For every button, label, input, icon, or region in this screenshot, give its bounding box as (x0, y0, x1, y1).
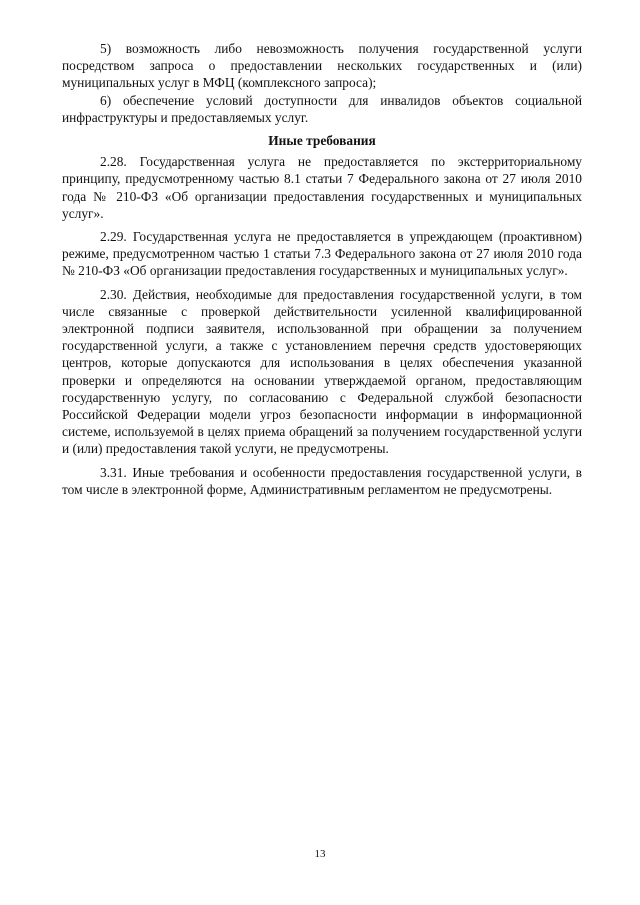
paragraph-item-6: 6) обеспечение условий доступности для инвалидов объектов социальной инфраструктуры и предоставляемых услуг. (62, 92, 582, 125)
paragraph-2-28: 2.28. Государственная услуга не предоставляется по экстерриториальному принципу, предусмотренному частью 8.1 статьи 7 Федерального закона от 27 июля 2010 года № 210-ФЗ «Об организации предоставления государственных и муниципальных услуг». (62, 154, 582, 221)
paragraph-2-29: 2.29. Государственная услуга не предоставляется в упреждающем (проактивном) режиме, предусмотренном частью 1 статьи 7.3 Федерального закона от 27 июля 2010 года № 210-ФЗ «Об организации предоставления государственных и муниципальных услуг». (62, 229, 582, 279)
paragraph-3-31: 3.31. Иные требования и особенности предоставления государственной услуги, в том числе в электронной форме, Административным регламентом не предусмотрены. (62, 464, 582, 497)
paragraph-2-30: 2.30. Действия, необходимые для предоставления государственной услуги, в том числе связанные с проверкой действительности усиленной квалифицированной электронной подписи заявителя, использованной при обращении за получением государственной услуги, а также с установлением перечня средств удостоверяющих центров, которые допускаются для использования в целях обеспечения указанной проверки и определяются на основании утверждаемой органом, предоставляющим государственную услугу, по согласованию с Федеральной службой безопасности Российской Федерации модели угроз безопасности информации в информационной системе, используемой в целях приема обращений за получением государственной услуги и (или) предоставления такой услуги, не предусмотрены. (62, 286, 582, 457)
page-number: 13 (314, 848, 326, 860)
section-heading: Иные требования (268, 133, 376, 149)
paragraph-item-5: 5) возможность либо невозможность получения государственной услуги посредством запроса о предоставлении нескольких государственных и (или) муниципальных услуг в МФЦ (комплексного запроса); (62, 41, 582, 91)
document-page (62, 40, 582, 498)
